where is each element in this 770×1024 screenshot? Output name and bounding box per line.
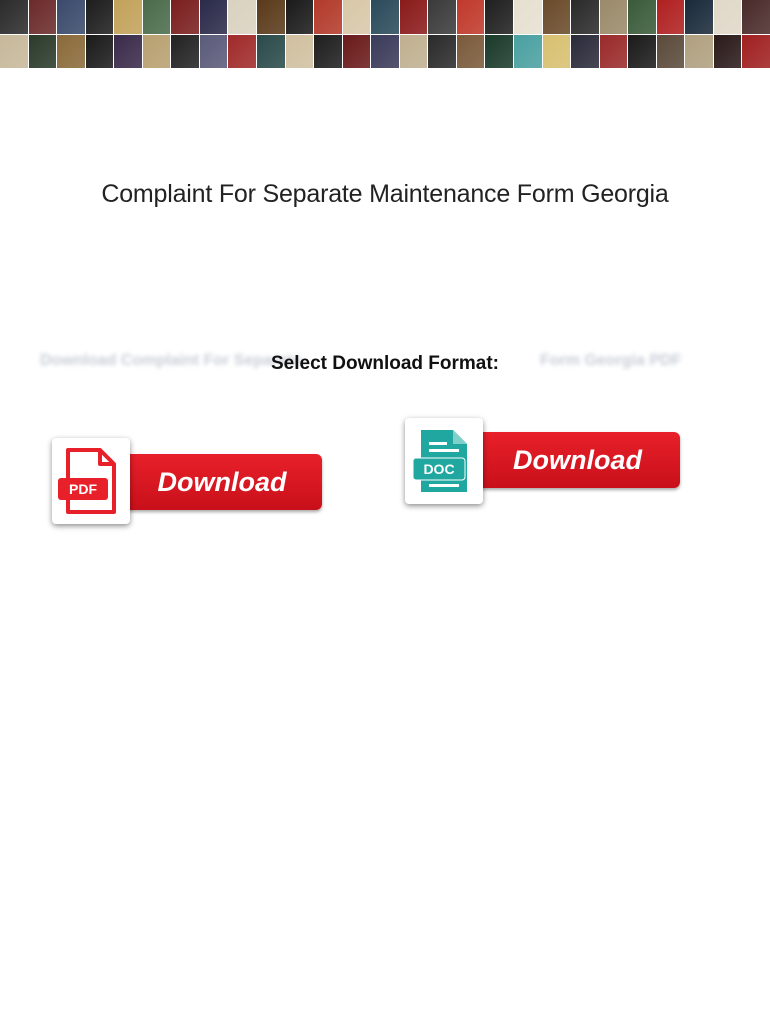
pdf-download-button[interactable] [52,438,327,528]
banner-thumbnail [86,35,114,69]
banner-thumbnail [257,0,285,34]
banner-thumbnail [0,35,28,69]
pdf-icon-label: PDF [69,481,97,497]
banner-thumbnail [143,35,171,69]
banner-thumbnail [314,35,342,69]
banner-thumbnail [114,0,142,34]
banner-thumbnail [514,35,542,69]
page-title: Complaint For Separate Maintenance Form Georgia [101,180,669,208]
banner-thumbnail [742,0,770,34]
banner-thumbnail [457,35,485,69]
pdf-download-label: Download [157,466,287,497]
banner-thumbnail [343,35,371,69]
doc-file-icon [405,418,483,504]
banner-thumbnail [428,35,456,69]
banner-thumbnail [543,0,571,34]
banner-thumbnail [628,0,656,34]
banner-thumbnail [600,0,628,34]
banner-thumbnail [228,0,256,34]
banner-thumbnail [485,0,513,34]
banner-thumbnail [86,0,114,34]
banner-thumbnail [257,35,285,69]
banner-thumbnail [571,0,599,34]
thumbnail-banner [0,0,770,68]
blurred-text-right: Form Georgia PDF [540,352,682,369]
banner-thumbnail [57,0,85,34]
banner-thumbnail [343,0,371,34]
banner-thumbnail [228,35,256,69]
banner-thumbnail [400,0,428,34]
banner-thumbnail [400,35,428,69]
doc-download-bar[interactable] [475,432,680,488]
banner-thumbnail [29,0,57,34]
banner-thumbnail [657,35,685,69]
pdf-download-bar[interactable] [122,454,322,510]
banner-thumbnail [200,35,228,69]
doc-download-button[interactable] [405,418,685,508]
banner-thumbnail [371,35,399,69]
banner-thumbnail [371,0,399,34]
doc-icon-label: DOC [423,461,455,477]
pdf-file-icon [52,438,130,524]
banner-thumbnail [114,35,142,69]
pdf-file-card[interactable] [52,438,130,524]
banner-thumbnail [714,0,742,34]
banner-thumbnail [685,35,713,69]
banner-thumbnail [171,0,199,34]
banner-thumbnail [200,0,228,34]
banner-thumbnail [714,35,742,69]
banner-thumbnail [286,0,314,34]
banner-thumbnail [657,0,685,34]
banner-thumbnail [171,35,199,69]
banner-thumbnail [628,35,656,69]
banner-thumbnail [314,0,342,34]
banner-thumbnail [543,35,571,69]
banner-thumbnail [29,35,57,69]
doc-file-card[interactable] [405,418,483,504]
banner-thumbnail [485,35,513,69]
banner-thumbnail [514,0,542,34]
select-format-label: Select Download Format: [270,353,500,374]
banner-thumbnail [742,35,770,69]
banner-thumbnail [571,35,599,69]
banner-thumbnail [600,35,628,69]
banner-thumbnail [428,0,456,34]
banner-thumbnail [286,35,314,69]
banner-thumbnail [57,35,85,69]
banner-thumbnail [143,0,171,34]
banner-thumbnail [685,0,713,34]
banner-thumbnail [457,0,485,34]
blurred-text-left: Download Complaint For Separate [40,352,302,369]
banner-thumbnail [0,0,28,34]
doc-download-label: Download [513,444,642,475]
